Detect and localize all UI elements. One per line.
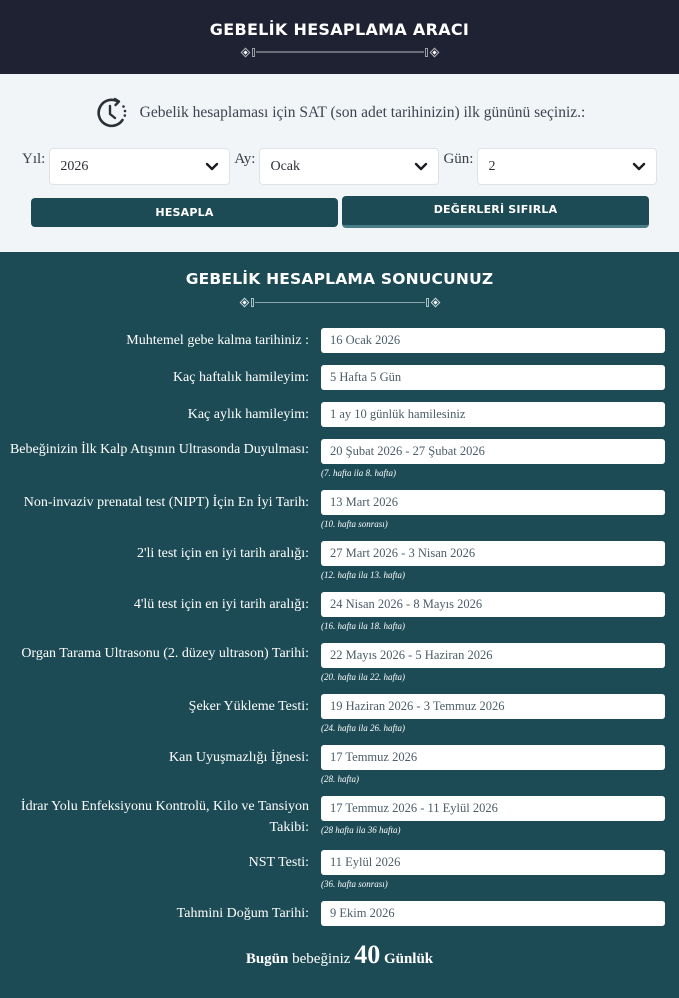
diamond-ornament-icon <box>240 47 250 57</box>
result-note: (24. hafta ila 26. hafta) <box>321 723 405 733</box>
reset-button[interactable]: DEĞERLERİ SIFIRLA <box>342 196 649 228</box>
chevron-down-icon <box>414 162 428 172</box>
diamond-ornament-icon <box>239 297 249 307</box>
result-value: 5 Hafta 5 Gün <box>321 365 665 390</box>
result-note: (12. hafta ila 13. hafta) <box>321 570 405 580</box>
day-value: 2 <box>488 158 496 174</box>
ornament-divider <box>0 48 679 56</box>
result-note: (10. hafta sonrası) <box>321 519 388 529</box>
month-group <box>234 148 439 185</box>
app-header <box>0 0 679 74</box>
result-row-quad-test <box>0 592 679 631</box>
result-value: 19 Haziran 2026 - 3 Temmuz 2026 <box>321 694 665 719</box>
results-list <box>0 328 679 926</box>
diamond-ornament-icon <box>430 297 440 307</box>
bracket-ornament-icon <box>426 298 429 307</box>
result-row-heartbeat <box>0 439 679 478</box>
result-row-rh-injection <box>0 745 679 784</box>
summary-unit: Günlük <box>380 951 434 967</box>
month-label: Ay: <box>234 151 256 167</box>
day-label: Gün: <box>443 151 474 167</box>
diamond-ornament-icon <box>429 47 439 57</box>
result-label: Bebeğinizin İlk Kalp Atışının Ultrasonda Duyulması: <box>9 442 309 457</box>
result-label: 4'lü test için en iyi tarih aralığı: <box>133 597 309 612</box>
divider-line <box>256 51 424 53</box>
result-value: 9 Ekim 2026 <box>321 901 665 926</box>
intro <box>0 96 679 130</box>
bracket-ornament-icon <box>425 48 428 57</box>
result-row-due-date <box>0 901 679 926</box>
summary-days: 40 <box>354 940 381 969</box>
results-title: GEBELİK HESAPLAMA SONUCUNUZ <box>185 270 494 288</box>
year-label: Yıl: <box>22 151 46 167</box>
result-label: Kan Uyuşmazlığı İğnesi: <box>169 750 309 765</box>
result-row-organ-scan <box>0 643 679 682</box>
result-value: 24 Nisan 2026 - 8 Mayıs 2026 <box>321 592 665 617</box>
result-label: Kaç aylık hamileyim: <box>187 407 309 422</box>
result-value: 17 Temmuz 2026 - 11 Eylül 2026 <box>321 796 665 821</box>
result-note: (28. hafta) <box>321 774 359 784</box>
day-select[interactable] <box>477 148 657 185</box>
divider-line <box>255 302 425 303</box>
summary-today: Bugün <box>245 951 289 967</box>
result-label: Muhtemel gebe kalma tarihiniz : <box>126 333 309 348</box>
result-label: Non-invaziv prenatal test (NIPT) İçin En İyi Tarih: <box>23 495 309 510</box>
intro-text: Gebelik hesaplaması için SAT (son adet tarihinizin) ilk gününü seçiniz.: <box>139 104 586 121</box>
ornament-divider <box>0 298 679 306</box>
date-selects <box>0 148 679 185</box>
result-row-nst <box>0 850 679 889</box>
result-label: Şeker Yükleme Testi: <box>188 699 309 714</box>
result-label: 2'li test için en iyi tarih aralığı: <box>136 546 309 561</box>
bracket-ornament-icon <box>251 298 254 307</box>
result-value: 13 Mart 2026 <box>321 490 665 515</box>
year-group <box>22 148 230 185</box>
summary-middle: bebeğiniz <box>288 951 355 967</box>
app-title: GEBELİK HESAPLAMA ARACI <box>209 20 470 39</box>
result-note: (16. hafta ila 18. hafta) <box>321 621 405 631</box>
baby-age-summary <box>0 940 679 970</box>
result-value: 20 Şubat 2026 - 27 Şubat 2026 <box>321 439 665 464</box>
result-label: Kaç haftalık hamileyim: <box>172 370 309 385</box>
calculate-button[interactable]: HESAPLA <box>31 198 338 227</box>
clock-history-icon <box>94 96 128 130</box>
result-label: Organ Tarama Ultrasonu (2. düzey ultrason) Tarihi: <box>21 646 309 661</box>
form-actions <box>0 198 679 228</box>
result-label: NST Testi: <box>248 855 309 870</box>
date-form <box>0 74 679 252</box>
result-row-conception <box>0 328 679 353</box>
results-section <box>0 252 679 970</box>
result-value: 27 Mart 2026 - 3 Nisan 2026 <box>321 541 665 566</box>
year-select[interactable] <box>49 148 230 185</box>
chevron-down-icon <box>632 162 646 172</box>
result-label: İdrar Yolu Enfeksiyonu Kontrolü, Kilo ve Tansiyon Takibi: <box>20 799 309 835</box>
result-note: (28 hafta ila 36 hafta) <box>321 825 401 835</box>
day-group <box>443 148 657 185</box>
month-value: Ocak <box>270 158 301 174</box>
result-row-uti-check <box>0 796 679 838</box>
result-note: (7. hafta ila 8. hafta) <box>321 468 396 478</box>
result-value: 1 ay 10 günlük hamilesiniz <box>321 402 665 427</box>
result-row-weeks <box>0 365 679 390</box>
result-row-double-test <box>0 541 679 580</box>
chevron-down-icon <box>205 162 219 172</box>
bracket-ornament-icon <box>252 48 255 57</box>
result-value: 11 Eylül 2026 <box>321 850 665 875</box>
result-value: 16 Ocak 2026 <box>321 328 665 353</box>
result-note: (36. hafta sonrası) <box>321 879 388 889</box>
result-value: 22 Mayıs 2026 - 5 Haziran 2026 <box>321 643 665 668</box>
result-value: 17 Temmuz 2026 <box>321 745 665 770</box>
result-row-nipt <box>0 490 679 529</box>
year-value: 2026 <box>60 158 89 174</box>
result-label: Tahmini Doğum Tarihi: <box>176 906 309 921</box>
result-row-glucose-test <box>0 694 679 733</box>
month-select[interactable] <box>259 148 439 185</box>
result-row-months <box>0 402 679 427</box>
result-note: (20. hafta ila 22. hafta) <box>321 672 405 682</box>
